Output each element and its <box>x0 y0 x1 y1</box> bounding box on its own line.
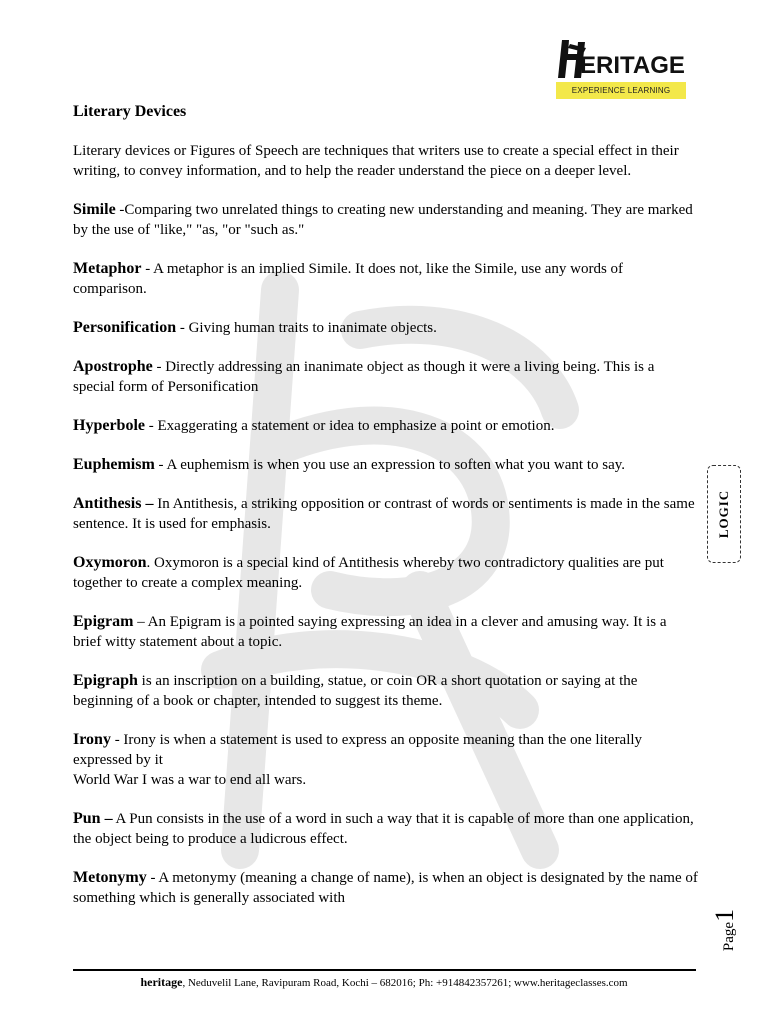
term-example: World War I was a war to end all wars. <box>73 772 307 788</box>
term-name: Pun – <box>73 810 113 827</box>
footer <box>0 975 768 990</box>
term-definition: - Giving human traits to inanimate objects. <box>176 320 437 336</box>
term-name: Hyperbole <box>73 417 145 434</box>
term-metaphor <box>73 259 698 299</box>
footer-divider <box>73 969 696 971</box>
term-name: Epigram <box>73 613 134 630</box>
term-name: Euphemism <box>73 456 155 473</box>
logo-tagline: EXPERIENCE LEARNING <box>556 82 686 99</box>
term-pun <box>73 809 698 849</box>
footer-brand: heritage <box>140 975 183 989</box>
term-definition: -Comparing two unrelated things to creating new understanding and meaning. They are marked by the use of "like," "as, "or "such as." <box>73 202 693 238</box>
heritage-logo <box>556 38 686 100</box>
term-definition: In Antithesis, a striking opposition or contrast of words or sentiments is made in the same sentence. It is used for emphasis. <box>73 496 695 532</box>
term-name: Epigraph <box>73 672 138 689</box>
term-irony <box>73 730 698 790</box>
term-hyperbole <box>73 416 698 436</box>
term-oxymoron <box>73 553 698 593</box>
term-name: Apostrophe <box>73 358 153 375</box>
term-definition: - A euphemism is when you use an expression to soften what you want to say. <box>154 457 626 473</box>
term-epigram <box>73 612 698 652</box>
term-definition: is an inscription on a building, statue, or coin OR a short quotation or saying at the beginning of a book or chapter, intended to suggest its theme. <box>73 673 638 709</box>
logic-side-tab <box>707 465 741 563</box>
term-definition: . Oxymoron is a special kind of Antithesis whereby two contradictory qualities are put together to create a complex meaning. <box>73 555 664 591</box>
logo-wordmark: ERITAGE <box>580 52 685 79</box>
term-antithesis <box>73 494 698 534</box>
page-digit: 1 <box>710 908 739 922</box>
term-apostrophe <box>73 357 698 397</box>
document-heading: Literary Devices <box>73 103 187 120</box>
intro-paragraph: Literary devices or Figures of Speech are techniques that writers use to create a special effect in their writing, to convey information, and to help the reader understand the piece on a deeper level. <box>73 143 679 179</box>
term-personification <box>73 318 698 338</box>
document-body <box>73 102 698 927</box>
term-definition: - Directly addressing an inanimate object as though it were a living being. This is a special form of Personification <box>73 359 655 395</box>
term-definition: - Exaggerating a statement or idea to emphasize a point or emotion. <box>145 418 555 434</box>
term-name: Oxymoron <box>73 554 147 571</box>
page-number <box>700 900 750 960</box>
term-name: Personification <box>73 319 177 336</box>
page-label: Page <box>721 921 737 952</box>
term-epigraph <box>73 671 698 711</box>
logic-tab-label: LOGIC <box>716 489 731 539</box>
footer-address: , Neduvelil Lane, Ravipuram Road, Kochi – 682016; Ph: +914842357261; www.heritageclasses.com <box>182 977 628 989</box>
term-definition: - A metonymy (meaning a change of name), is when an object is designated by the name of something which is generally associated with <box>73 870 698 906</box>
term-definition: A Pun consists in the use of a word in such a way that it is capable of more than one application, the object being to produce a ludicrous effect. <box>73 811 694 847</box>
term-definition: - Irony is when a statement is used to express an opposite meaning than the one literally expressed by it <box>73 732 643 768</box>
term-definition: - A metaphor is an implied Simile. It does not, like the Simile, use any words of comparison. <box>73 261 624 297</box>
term-name: Irony <box>73 731 111 748</box>
term-name: Simile <box>73 201 116 218</box>
term-simile <box>73 200 698 240</box>
term-name: Antithesis – <box>73 495 154 512</box>
term-definition: – An Epigram is a pointed saying expressing an idea in a clever and amusing way. It is a brief witty statement about a topic. <box>73 614 667 650</box>
term-name: Metaphor <box>73 260 142 277</box>
term-metonymy <box>73 868 698 908</box>
term-euphemism <box>73 455 698 475</box>
term-name: Metonymy <box>73 869 147 886</box>
